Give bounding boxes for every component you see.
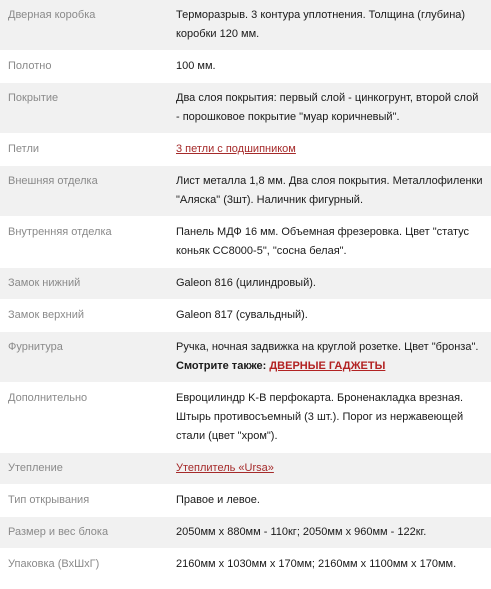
spec-value: Правое и левое. <box>167 485 491 517</box>
table-row <box>0 51 491 83</box>
spec-value: Терморазрыв. 3 контура уплотнения. Толщина (глубина) коробки 120 мм. <box>167 0 491 51</box>
spec-label: Замок верхний <box>0 300 167 332</box>
spec-label: Тип открывания <box>0 485 167 517</box>
spec-value: Galeon 817 (сувальдный). <box>167 300 491 332</box>
spec-label: Полотно <box>0 51 167 83</box>
spec-value: 2050мм х 880мм - 110кг; 2050мм х 960мм - 122кг. <box>167 517 491 549</box>
table-row <box>0 217 491 268</box>
table-row <box>0 166 491 217</box>
insulation-link[interactable]: Утеплитель «Ursa» <box>176 462 274 474</box>
table-row <box>0 83 491 134</box>
spec-value <box>167 332 491 383</box>
spec-value <box>167 453 491 485</box>
spec-value: Панель МДФ 16 мм. Объемная фрезеровка. Цвет "статус коньяк СС8000-5", "сосна белая". <box>167 217 491 268</box>
spec-label: Замок нижний <box>0 268 167 300</box>
spec-label: Фурнитура <box>0 332 167 383</box>
table-row <box>0 453 491 485</box>
spec-label: Покрытие <box>0 83 167 134</box>
table-row <box>0 268 491 300</box>
table-row <box>0 383 491 453</box>
table-row <box>0 517 491 549</box>
table-row <box>0 332 491 383</box>
fittings-text: Ручка, ночная задвижка на круглой розетке. Цвет "бронза". <box>176 341 479 353</box>
spec-value: 2160мм х 1030мм х 170мм; 2160мм х 1100мм х 170мм. <box>167 549 491 581</box>
spec-label: Дверная коробка <box>0 0 167 51</box>
see-also-label: Смотрите также: <box>176 360 267 372</box>
hinges-link[interactable]: 3 петли с подшипником <box>176 143 296 155</box>
spec-label: Дополнительно <box>0 383 167 453</box>
table-row <box>0 0 491 51</box>
door-gadgets-link[interactable]: ДВЕРНЫЕ ГАДЖЕТЫ <box>269 360 386 372</box>
spec-value: Лист металла 1,8 мм. Два слоя покрытия. Металлофиленки "Аляска" (3шт). Наличник фигурный. <box>167 166 491 217</box>
spec-value <box>167 134 491 166</box>
table-row <box>0 300 491 332</box>
spec-label: Внутренняя отделка <box>0 217 167 268</box>
spec-label: Упаковка (ВхШхГ) <box>0 549 167 581</box>
spec-label: Петли <box>0 134 167 166</box>
table-row <box>0 134 491 166</box>
table-row <box>0 549 491 581</box>
spec-value: Евроцилиндр K-B перфокарта. Броненакладка врезная. Штырь противосъемный (3 шт.). Порог из нержавеющей стали (цвет "хром"). <box>167 383 491 453</box>
table-row <box>0 485 491 517</box>
spec-label: Размер и вес блока <box>0 517 167 549</box>
spec-value: Galeon 816 (цилиндровый). <box>167 268 491 300</box>
spec-value: 100 мм. <box>167 51 491 83</box>
spec-value: Два слоя покрытия: первый слой - цинкогрунт, второй слой - порошковое покрытие "муар коричневый". <box>167 83 491 134</box>
spec-label: Внешняя отделка <box>0 166 167 217</box>
spec-label: Утепление <box>0 453 167 485</box>
